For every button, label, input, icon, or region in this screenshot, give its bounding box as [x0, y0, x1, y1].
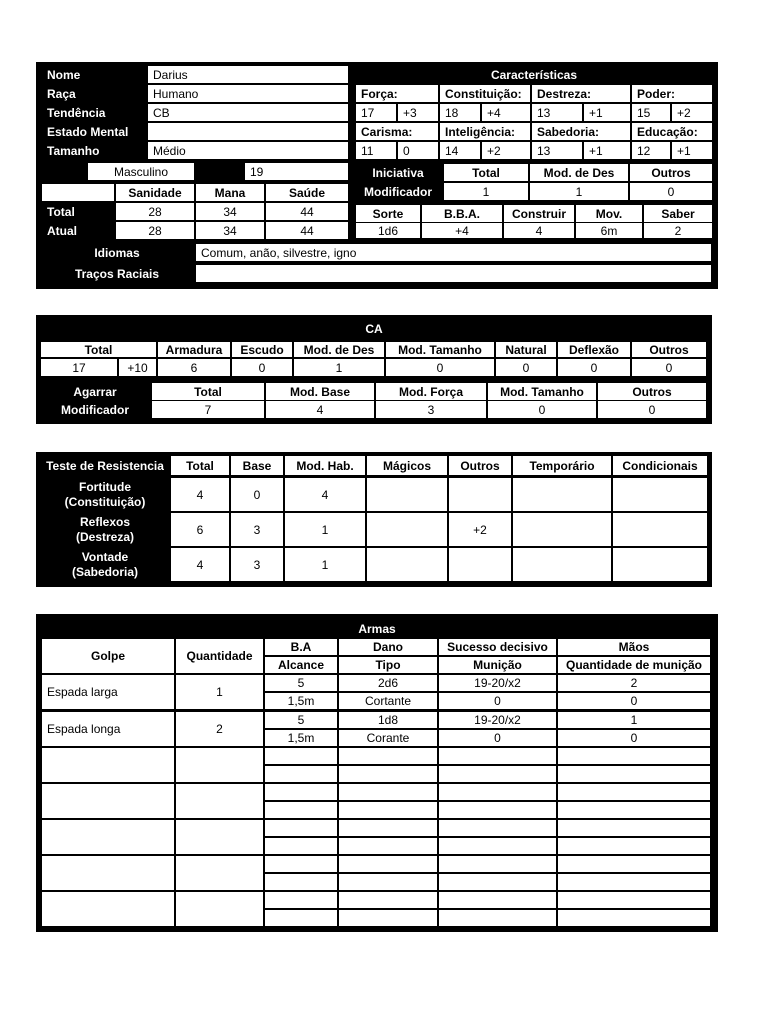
reflex-base[interactable]: 3 [231, 513, 283, 546]
ca-shield[interactable]: 0 [232, 359, 292, 376]
grapple-base[interactable]: 4 [266, 401, 374, 418]
strength-label: Força: [356, 85, 438, 102]
sanity-current[interactable]: 28 [116, 222, 194, 239]
saves-base-header: Base [231, 456, 283, 475]
weapon-name[interactable] [42, 892, 174, 926]
will-cond[interactable] [613, 548, 707, 581]
grapple-mod-label: Modificador [42, 401, 148, 418]
luck-header: Sorte [356, 205, 420, 222]
intelligence-value[interactable]: 14 [440, 142, 480, 159]
weapon-type[interactable] [339, 874, 437, 890]
mental-state-label: Estado Mental [42, 123, 144, 140]
strength-value[interactable]: 17 [356, 104, 396, 121]
grapple-total[interactable]: 7 [152, 401, 264, 418]
will-others[interactable] [449, 548, 511, 581]
race-label: Raça [42, 85, 144, 102]
saves-cond-header: Condicionais [613, 456, 707, 475]
weapon-range[interactable]: 1,5m [265, 730, 337, 746]
weapon-ba[interactable] [265, 820, 337, 836]
initiative-label: Iniciativa [356, 164, 440, 181]
range-header: Alcance [265, 657, 337, 673]
health-current[interactable]: 44 [266, 222, 348, 239]
weapon-hands[interactable] [558, 856, 710, 872]
fortitude-label [42, 478, 168, 512]
constitution-mod[interactable]: +4 [482, 104, 530, 121]
knowledge-value[interactable]: 2 [644, 223, 712, 238]
size-field[interactable]: Médio [148, 142, 348, 159]
luck-value[interactable]: 1d6 [356, 223, 420, 238]
name-field[interactable]: Darius [148, 66, 348, 83]
characteristics-title: Características [356, 66, 712, 83]
weapon-range[interactable] [265, 910, 337, 926]
initiative-mod-label: Modificador [356, 183, 440, 200]
weapon-name[interactable]: Espada larga [42, 675, 174, 709]
ca-dex-header: Mod. de Des [294, 342, 384, 357]
weapon-ammo-qty[interactable] [558, 874, 710, 890]
education-label: Educação: [632, 123, 712, 140]
saves-magic-header: Mágicos [367, 456, 447, 475]
will-ability-mod[interactable]: 1 [285, 548, 365, 581]
initiative-dex-header: Mod. de Des [530, 164, 628, 181]
weapon-hands[interactable] [558, 820, 710, 836]
name-label: Nome [42, 66, 144, 83]
intelligence-mod[interactable]: +2 [482, 142, 530, 159]
weapon-range[interactable]: 1,5m [265, 693, 337, 709]
weapon-ammo-qty[interactable]: 0 [558, 693, 710, 709]
gender-field[interactable]: Masculino [88, 163, 194, 180]
size-label: Tamanho [42, 142, 144, 159]
fortitude-name: Fortitude [79, 480, 131, 494]
will-name: Vontade [81, 550, 129, 564]
fortitude-others[interactable] [449, 478, 511, 511]
reflex-name: Reflexos [79, 515, 131, 529]
bba-value[interactable]: +4 [422, 223, 502, 238]
dexterity-value[interactable]: 13 [532, 104, 582, 121]
grapple-base-header: Mod. Base [266, 383, 374, 400]
weapon-damage[interactable] [339, 820, 437, 836]
weapon-damage[interactable]: 2d6 [339, 675, 437, 691]
weapon-damage[interactable] [339, 748, 437, 764]
reflex-total[interactable]: 6 [171, 513, 229, 546]
weapon-name[interactable] [42, 856, 174, 890]
will-label [42, 548, 168, 582]
fortitude-magic[interactable] [367, 478, 447, 511]
weapon-quantity[interactable]: 2 [176, 712, 263, 746]
ca-armor[interactable]: 6 [158, 359, 230, 376]
grapple-size-header: Mod. Tamanho [488, 383, 596, 400]
ca-armor-header: Armadura [158, 342, 230, 357]
ammo-qty-header: Quantidade de munição [558, 657, 710, 673]
grapple-others-header: Outros [598, 383, 706, 400]
languages-label: Idiomas [42, 244, 192, 261]
wisdom-value[interactable]: 13 [532, 142, 582, 159]
wisdom-mod[interactable]: +1 [584, 142, 630, 159]
grapple-size[interactable]: 0 [488, 401, 596, 418]
weapon-type[interactable] [339, 802, 437, 818]
education-value[interactable]: 12 [632, 142, 670, 159]
alignment-field[interactable]: CB [148, 104, 348, 121]
alignment-label: Tendência [42, 104, 144, 121]
reflex-ability: (Destreza) [75, 530, 135, 544]
racial-traits-label: Traços Raciais [42, 265, 192, 282]
intelligence-label: Inteligência: [440, 123, 530, 140]
weapon-ba[interactable] [265, 748, 337, 764]
weapon-range[interactable] [265, 838, 337, 854]
weapon-hands[interactable]: 2 [558, 675, 710, 691]
health-total[interactable]: 44 [266, 203, 348, 220]
will-temp[interactable] [513, 548, 611, 581]
weapon-ba[interactable] [265, 784, 337, 800]
bba-header: B.B.A. [422, 205, 502, 222]
initiative-total[interactable]: 1 [444, 183, 528, 200]
ba-header: B.A [265, 639, 337, 655]
movement-header: Mov. [576, 205, 642, 222]
initiative-total-header: Total [444, 164, 528, 181]
weapon-damage[interactable] [339, 856, 437, 872]
ca-deflection[interactable]: 0 [558, 359, 630, 376]
grapple-str-header: Mod. Força [376, 383, 486, 400]
weapon-critical[interactable] [439, 784, 556, 800]
weapon-ammo-qty[interactable] [558, 802, 710, 818]
weapon-critical[interactable] [439, 820, 556, 836]
weapon-ammo[interactable] [439, 838, 556, 854]
power-value[interactable]: 15 [632, 104, 670, 121]
weapon-critical[interactable]: 19-20/x2 [439, 675, 556, 691]
weapon-critical[interactable] [439, 748, 556, 764]
mental-state-field[interactable] [148, 123, 348, 140]
saves-temp-header: Temporário [513, 456, 611, 475]
initiative-dex[interactable]: 1 [530, 183, 628, 200]
charisma-label: Carisma: [356, 123, 438, 140]
weapon-ammo-qty[interactable]: 0 [558, 730, 710, 746]
grapple-label: Agarrar [42, 383, 148, 400]
weapon-name[interactable] [42, 820, 174, 854]
weapon-damage[interactable] [339, 892, 437, 908]
weapon-hands[interactable] [558, 892, 710, 908]
power-mod[interactable]: +2 [672, 104, 712, 121]
ca-others[interactable]: 0 [632, 359, 706, 376]
age-field[interactable]: 19 [245, 163, 348, 180]
ca-size-header: Mod. Tamanho [386, 342, 494, 357]
weapon-type[interactable] [339, 766, 437, 782]
weapon-ammo[interactable] [439, 874, 556, 890]
fortitude-ability-mod[interactable]: 4 [285, 478, 365, 511]
weapon-type[interactable]: Cortante [339, 693, 437, 709]
reflex-ability-mod[interactable]: 1 [285, 513, 365, 546]
attack-header: Golpe [42, 639, 174, 673]
charisma-value[interactable]: 11 [356, 142, 396, 159]
fortitude-cond[interactable] [613, 478, 707, 511]
reflex-cond[interactable] [613, 513, 707, 546]
build-value[interactable]: 4 [504, 223, 574, 238]
ammo-header: Munição [439, 657, 556, 673]
languages-field[interactable]: Comum, anão, silvestre, igno [196, 244, 711, 261]
weapon-quantity[interactable] [176, 784, 263, 818]
weapon-quantity[interactable] [176, 820, 263, 854]
fortitude-temp[interactable] [513, 478, 611, 511]
ca-total-header: Total [41, 342, 156, 357]
grapple-str[interactable]: 3 [376, 401, 486, 418]
saves-total-header: Total [171, 456, 229, 475]
will-base[interactable]: 3 [231, 548, 283, 581]
weapon-quantity[interactable] [176, 856, 263, 890]
wisdom-label: Sabedoria: [532, 123, 630, 140]
weapon-quantity[interactable] [176, 892, 263, 926]
knowledge-header: Saber [644, 205, 712, 222]
saves-others-header: Outros [449, 456, 511, 475]
weapon-type[interactable]: Corante [339, 730, 437, 746]
weapon-ammo-qty[interactable] [558, 838, 710, 854]
weapon-quantity[interactable] [176, 748, 263, 782]
movement-value[interactable]: 6m [576, 223, 642, 238]
initiative-others-header: Outros [630, 164, 712, 181]
grapple-total-header: Total [152, 383, 264, 400]
reflex-temp[interactable] [513, 513, 611, 546]
dexterity-mod[interactable]: +1 [584, 104, 630, 121]
weapon-ammo[interactable] [439, 766, 556, 782]
will-total[interactable]: 4 [171, 548, 229, 581]
weapon-hands[interactable] [558, 784, 710, 800]
weapon-name[interactable]: Espada longa [42, 712, 174, 746]
ca-shield-header: Escudo [232, 342, 292, 357]
sanity-header: Sanidade [116, 184, 194, 201]
weapon-ammo-qty[interactable] [558, 766, 710, 782]
hands-header: Mãos [558, 639, 710, 655]
weapon-critical[interactable] [439, 856, 556, 872]
charisma-mod[interactable]: 0 [398, 142, 438, 159]
ca-dex[interactable]: 1 [294, 359, 384, 376]
weapon-ammo[interactable] [439, 802, 556, 818]
weapon-hands[interactable] [558, 748, 710, 764]
education-mod[interactable]: +1 [672, 142, 712, 159]
weapon-range[interactable] [265, 874, 337, 890]
weapon-critical[interactable] [439, 892, 556, 908]
constitution-value[interactable]: 18 [440, 104, 480, 121]
weapon-type[interactable] [339, 838, 437, 854]
will-magic[interactable] [367, 548, 447, 581]
critical-header: Sucesso decisivo [439, 639, 556, 655]
dexterity-label: Destreza: [532, 85, 630, 102]
saves-ability-header: Mod. Hab. [285, 456, 365, 475]
racial-traits-field[interactable] [196, 265, 711, 282]
weapon-ammo[interactable] [439, 910, 556, 926]
will-ability: (Sabedoria) [71, 565, 138, 579]
mana-current[interactable]: 34 [196, 222, 264, 239]
mana-header: Mana [196, 184, 264, 201]
build-header: Construir [504, 205, 574, 222]
quantity-header: Quantidade [176, 639, 263, 673]
reflex-magic[interactable] [367, 513, 447, 546]
weapon-range[interactable] [265, 802, 337, 818]
initiative-others[interactable]: 0 [630, 183, 712, 200]
ca-others-header: Outros [632, 342, 706, 357]
health-header: Saúde [266, 184, 348, 201]
ca-title: CA [40, 320, 708, 338]
mana-total[interactable]: 34 [196, 203, 264, 220]
weapon-damage[interactable]: 1d8 [339, 712, 437, 728]
fortitude-base[interactable]: 0 [231, 478, 283, 511]
vitals-corner-cell [42, 184, 114, 201]
weapon-hands[interactable]: 1 [558, 712, 710, 728]
fortitude-ability: (Constituição) [64, 495, 146, 509]
weapon-ammo[interactable]: 0 [439, 693, 556, 709]
vitals-current-label: Atual [42, 222, 114, 239]
vitals-total-label: Total [42, 203, 114, 220]
saves-title: Teste de Resistencia [42, 456, 168, 475]
ca-deflection-header: Deflexão [558, 342, 630, 357]
weapon-critical[interactable]: 19-20/x2 [439, 712, 556, 728]
ca-total[interactable]: 17 [41, 359, 117, 376]
weapon-ba[interactable] [265, 892, 337, 908]
constitution-label: Constituição: [440, 85, 530, 102]
ca-total-bonus[interactable]: +10 [119, 359, 156, 376]
weapon-ammo[interactable]: 0 [439, 730, 556, 746]
fortitude-total[interactable]: 4 [171, 478, 229, 511]
ca-natural[interactable]: 0 [496, 359, 556, 376]
weapon-damage[interactable] [339, 784, 437, 800]
weapon-name[interactable] [42, 784, 174, 818]
reflex-label [42, 513, 168, 547]
strength-mod[interactable]: +3 [398, 104, 438, 121]
weapon-quantity[interactable]: 1 [176, 675, 263, 709]
weapon-ammo-qty[interactable] [558, 910, 710, 926]
power-label: Poder: [632, 85, 712, 102]
weapon-type[interactable] [339, 910, 437, 926]
type-header: Tipo [339, 657, 437, 673]
reflex-others[interactable]: +2 [449, 513, 511, 546]
weapon-ba[interactable] [265, 856, 337, 872]
race-field[interactable]: Humano [148, 85, 348, 102]
weapon-ba[interactable]: 5 [265, 712, 337, 728]
ca-natural-header: Natural [496, 342, 556, 357]
weapon-range[interactable] [265, 766, 337, 782]
ca-size[interactable]: 0 [386, 359, 494, 376]
weapon-ba[interactable]: 5 [265, 675, 337, 691]
grapple-others[interactable]: 0 [598, 401, 706, 418]
sanity-total[interactable]: 28 [116, 203, 194, 220]
damage-header: Dano [339, 639, 437, 655]
weapons-title: Armas [40, 620, 714, 637]
weapon-name[interactable] [42, 748, 174, 782]
